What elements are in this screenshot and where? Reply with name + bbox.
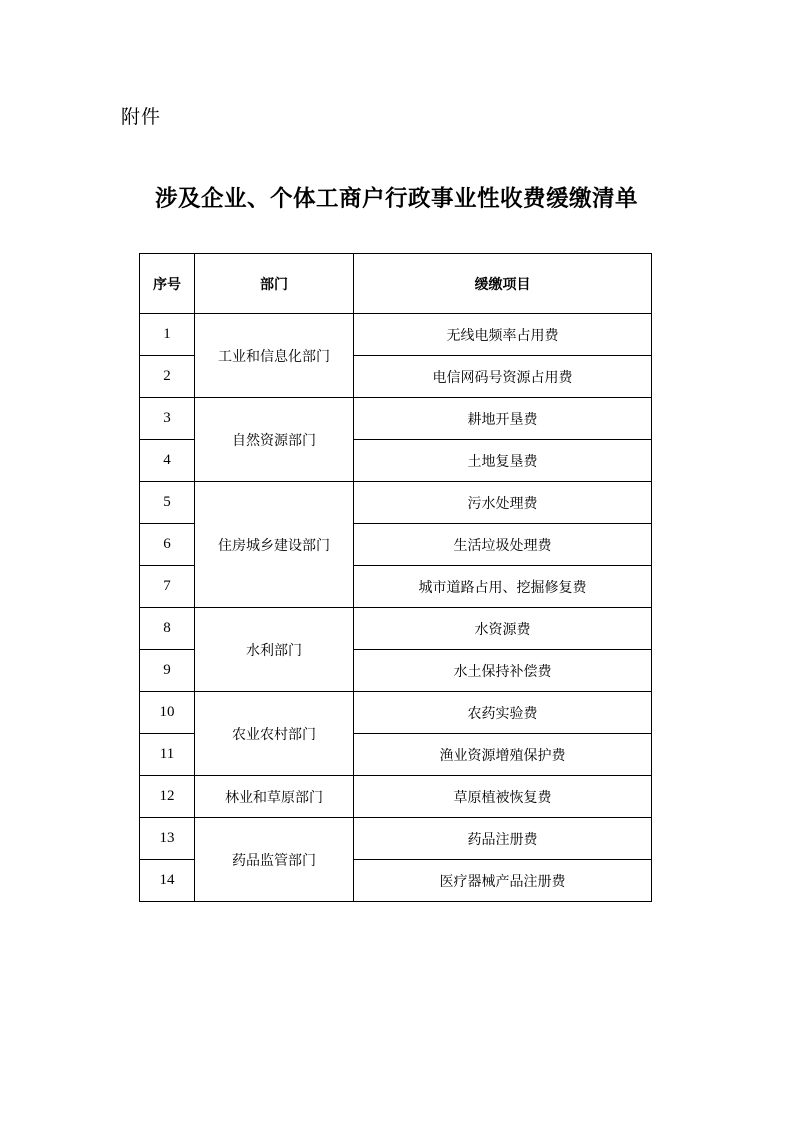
department-cell: 林业和草原部门	[195, 776, 354, 818]
header-fee-item: 缓缴项目	[354, 254, 652, 314]
table-header-row	[140, 254, 652, 314]
table-row	[140, 482, 652, 524]
fee-item-cell: 农药实验费	[354, 692, 652, 734]
fee-item-cell: 电信网码号资源占用费	[354, 356, 652, 398]
fee-item-cell: 医疗器械产品注册费	[354, 860, 652, 902]
row-number: 4	[140, 440, 195, 482]
fee-item-cell: 生活垃圾处理费	[354, 524, 652, 566]
row-number: 1	[140, 314, 195, 356]
department-cell: 住房城乡建设部门	[195, 482, 354, 608]
fee-deferral-table	[139, 253, 652, 902]
fee-item-cell: 草原植被恢复费	[354, 776, 652, 818]
row-number: 12	[140, 776, 195, 818]
row-number: 11	[140, 734, 195, 776]
department-cell: 水利部门	[195, 608, 354, 692]
row-number: 5	[140, 482, 195, 524]
row-number: 3	[140, 398, 195, 440]
fee-item-cell: 水资源费	[354, 608, 652, 650]
fee-item-cell: 耕地开垦费	[354, 398, 652, 440]
table-row	[140, 818, 652, 860]
department-cell: 农业农村部门	[195, 692, 354, 776]
row-number: 10	[140, 692, 195, 734]
table-row	[140, 608, 652, 650]
row-number: 9	[140, 650, 195, 692]
fee-item-cell: 污水处理费	[354, 482, 652, 524]
fee-item-cell: 渔业资源增殖保护费	[354, 734, 652, 776]
table-row	[140, 692, 652, 734]
table-row	[140, 398, 652, 440]
row-number: 7	[140, 566, 195, 608]
attachment-label: 附件	[121, 106, 162, 128]
fee-item-cell: 水土保持补偿费	[354, 650, 652, 692]
row-number: 14	[140, 860, 195, 902]
document-title: 涉及企业、个体工商户行政事业性收费缓缴清单	[154, 186, 638, 212]
row-number: 8	[140, 608, 195, 650]
table-row	[140, 314, 652, 356]
fee-item-cell: 无线电频率占用费	[354, 314, 652, 356]
table-row	[140, 776, 652, 818]
fee-item-cell: 城市道路占用、挖掘修复费	[354, 566, 652, 608]
department-cell: 自然资源部门	[195, 398, 354, 482]
row-number: 2	[140, 356, 195, 398]
header-department: 部门	[195, 254, 354, 314]
department-cell: 药品监管部门	[195, 818, 354, 902]
fee-item-cell: 土地复垦费	[354, 440, 652, 482]
fee-item-cell: 药品注册费	[354, 818, 652, 860]
department-cell: 工业和信息化部门	[195, 314, 354, 398]
row-number: 6	[140, 524, 195, 566]
header-number: 序号	[140, 254, 195, 314]
row-number: 13	[140, 818, 195, 860]
